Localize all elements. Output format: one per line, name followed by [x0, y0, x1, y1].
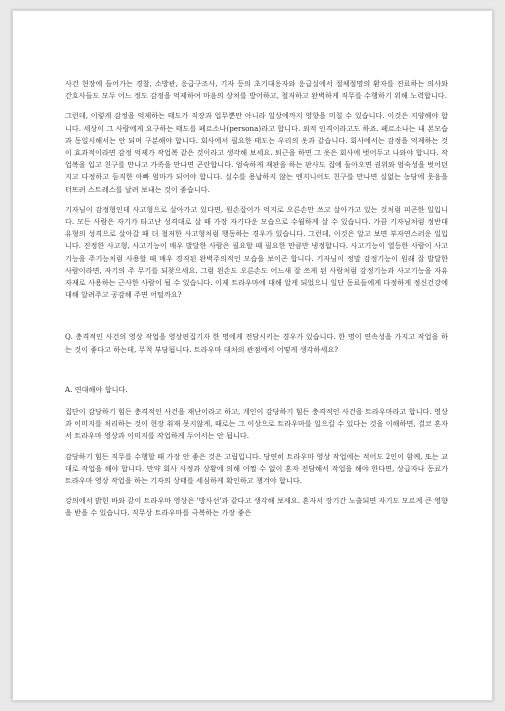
question-paragraph: Q. 충격적인 사건의 영상 작업을 영상편집기자 한 명에게 전담시키는 경우가 있습니다. 한 명이 연속성을 가지고 작업을 하는 것이 좋다고 하는데, 무척 부담됩니다. 트라우마 대처의 관점에서 어떻게 생각하세요? — [65, 332, 448, 354]
paragraph: 기자님이 감정형인데 사고형으로 살아가고 있다면, 원손잡이가 억지로 오른손만 쓰고 살아가고 있는 것처럼 피곤한 일입니다. 모든 사람은 자기가 타고난 성격대로 살 때 가장 자기다운 모습으로 수월하게 살 수 있습니다. 가끔 기자님처럼 정반대 유형의 성격으로 살아갈 때 더 철저한 사고형처럼 행동하는 경우가 있습니다. 그런데, 이것은 알고 보면 부자연스러운 일입니다. 진정한 사고형, 사고기능이 매우 발달한 사람은 필요할 때 필요한 만큼만 냉정합니다. 사고기능이 열등한 사람이 사고기능을 주기능처럼 사용할 때 매우 경직된 완벽주의적인 모습을 보이곤 합니다. 기자님이 정말 감정기능이 원래 잘 발달한 사람이라면, 자기의 주 무기를 되찾으세요. 그럼 왼손도 오른손도 어느새 잘 쓰게 된 사람처럼 감정기능과 사고기능을 자유자재로 사용하는 근사한 사람이 될 수 있습니다. 이제 트라우마에 대해 알게 되었으니 일단 동료들에게 다정하게 정신건강에 대해 알려주고 공감해 주면 어떨까요? — [65, 204, 448, 300]
paragraph: 강의에서 밝힌 바와 같이 트라우마 영상은 '방사선'과 같다고 생각해 보세요. 혼자서 장기간 노출되면 자기도 모르게 큰 영향을 받을 수 있습니다. 직무상 트라우마를 극복하는 가장 좋은 — [65, 496, 448, 518]
paragraph: 감당하기 힘든 직무를 수행할 때 가장 안 좋은 것은 고립입니다. 당연히 트라우마 영상 작업에는 적어도 2인이 함께, 또는 교대로 작업을 해야 합니다. 만약 회사 사정과 상황에 의해 어쩔 수 없이 혼자 전담해서 작업을 해야 한다면, 상급자나 동료가 트라우마 영상 작업을 하는 기자의 상태를 세심하게 확인하고 챙겨야 합니다. — [65, 451, 448, 486]
document-body — [65, 78, 448, 528]
answer-heading: A. 연대해야 합니다. — [65, 384, 128, 394]
section-spacer — [65, 309, 448, 331]
paragraph: 그런데, 이렇게 감정을 억제하는 태도가 직장과 업무뿐만 아니라 일상에까지 영향을 미칠 수 있습니다. 이것은 지양해야 합니다. 세상이 그 사람에게 요구하는 태도를 페르소나(persona)라고 합니다. 외적 인격이라고도 하죠. 페르소나는 내 본모습과 동일시해서는 안 되며 구분해야 합니다. 회사에서 필요한 태도는 우리의 옷과 같습니다. 회사에서는 감정을 억제하는 것이 효과적이라면 감정 억제가 작업복 같은 것이라고 생각해 보세요. 퇴근을 하면 그 옷은 회사에 벗어두고 나와야 합니다. 작업복을 입고 친구를 만나고 가족을 만나면 곤란합니다. 엄숙하게 재판을 하는 판사도 집에 돌아오면 권위와 엄숙성을 벗어던지고 다정하고 듬직한 아빠 엄마가 되어야 합니다. 실수를 용납하지 않는 엔지니어도 친구를 만나면 실없는 농담에 웃음을 터뜨려 스트레스를 날려 보내는 것이 좋습니다. — [65, 111, 448, 194]
section-spacer — [65, 366, 448, 384]
document-page — [12, 10, 493, 701]
paragraph: 사건 현장에 들어가는 경찰, 소방관, 응급구조사, 기자 등의 초기대응자와 응급실에서 절체절명의 환자를 진료하는 의사와 간호사들도 모두 어느 정도 감정을 억제하여 마음의 상처를 방어하고, 철저하고 완벽하게 직무를 수행하기 위해 노력합니다. — [65, 79, 448, 101]
paragraph: 집단이 감당하기 힘든 충격적인 사건을 재난이라고 하고, 개인이 감당하기 힘든 충격적인 사건을 트라우마라고 합니다. 영상과 이미지를 처리하는 것이 현장 취재 못지않게, 때로는 그 이상으로 트라우마를 일으킬 수 있다는 것을 이해하면, 결코 혼자서 트라우마 영상과 이미지를 작업하게 두어서는 안 됩니다. — [65, 407, 448, 441]
